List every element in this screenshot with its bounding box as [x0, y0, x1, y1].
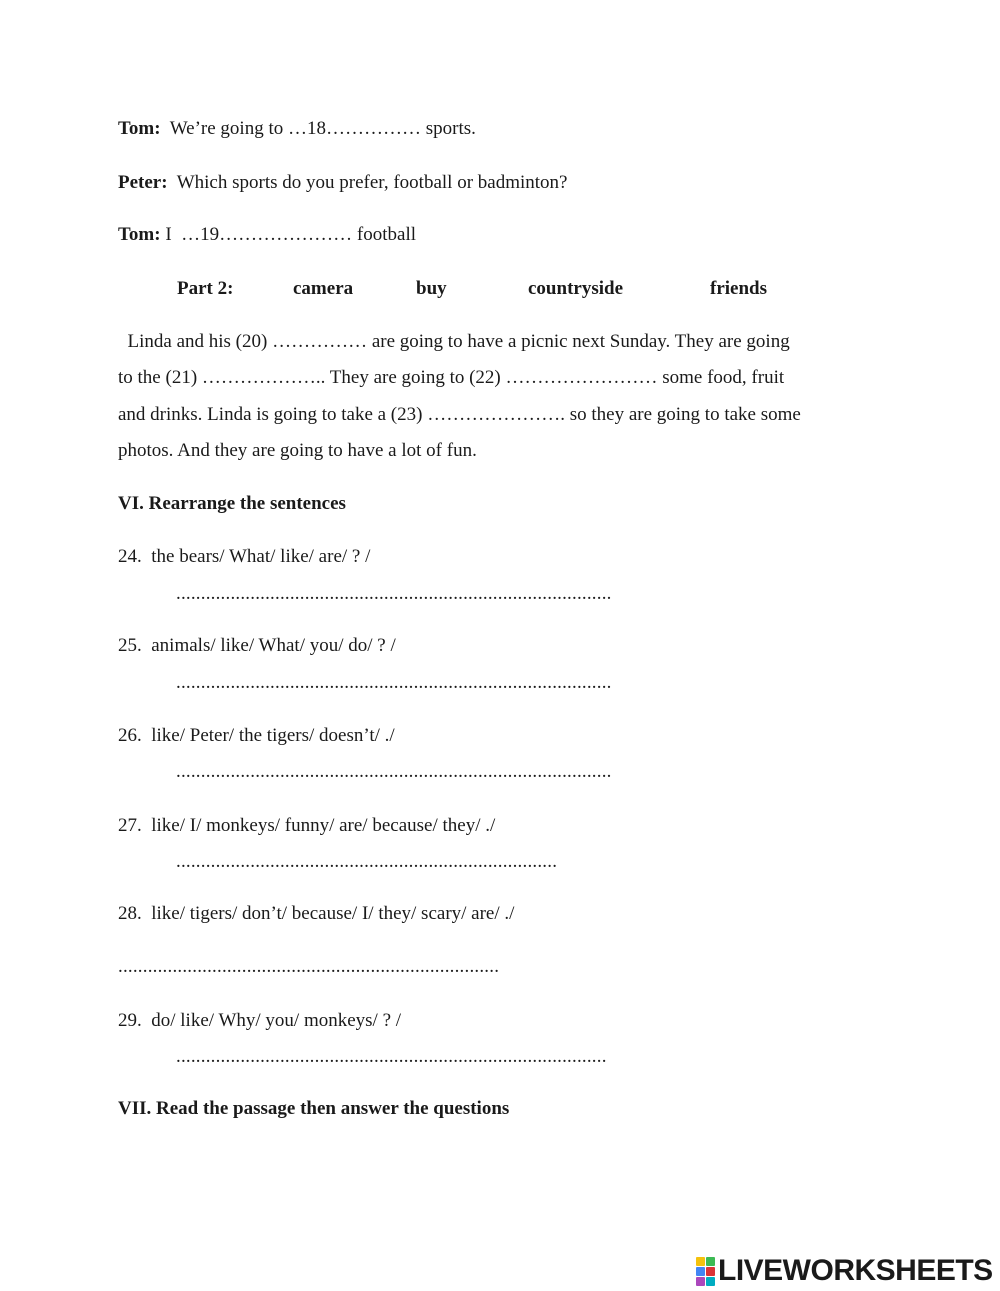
speaker-tom: Tom:: [118, 224, 161, 245]
logo-square: [706, 1277, 715, 1286]
question-27: 27. like/ I/ monkeys/ funny/ are/ because/ they/ ./: [118, 815, 496, 836]
word-bank-item: countryside: [528, 278, 623, 299]
passage-line: and drinks. Linda is going to take a (23) …………………. so they are going to take some: [118, 404, 801, 425]
liveworksheets-logo: [696, 1254, 993, 1288]
dialogue-line-1: [118, 118, 476, 140]
logo-text: LIVEWORKSHEETS: [718, 1254, 993, 1287]
part2-label: Part 2:: [177, 278, 234, 299]
dialogue-line-2: [118, 172, 567, 194]
logo-icon: [696, 1257, 715, 1286]
answer-line-28[interactable]: .............................................................................: [118, 956, 500, 977]
logo-square: [696, 1267, 705, 1276]
logo-square: [706, 1257, 715, 1266]
section-heading: VI. Rearrange the sentences: [118, 493, 346, 514]
question-24: 24. the bears/ What/ like/ are/ ? /: [118, 546, 371, 567]
question-28: 28. like/ tigers/ don’t/ because/ I/ they/ scary/ are/ ./: [118, 903, 515, 924]
answer-line-26[interactable]: ........................................................................................: [176, 761, 612, 782]
dialogue-text: Which sports do you prefer, football or badminton?: [167, 172, 568, 193]
dialogue-text: I …19………………… football: [160, 224, 417, 245]
dialogue-line-3: [118, 224, 416, 246]
dialogue-text: We’re going to …18…………… sports.: [160, 118, 476, 139]
speaker-tom: Tom:: [118, 118, 161, 139]
question-29: 29. do/ like/ Why/ you/ monkeys/ ? /: [118, 1010, 402, 1031]
passage-line: to the (21) ……………….. They are going to (22) …………………… some food, fruit: [118, 367, 785, 388]
question-26: 26. like/ Peter/ the tigers/ doesn’t/ ./: [118, 725, 395, 746]
passage-line: Linda and his (20) …………… are going to have a picnic next Sunday. They are going: [118, 331, 790, 352]
word-bank-item: camera: [293, 278, 354, 299]
answer-line-24[interactable]: ........................................................................................: [176, 583, 612, 604]
answer-line-27[interactable]: .............................................................................: [176, 851, 558, 872]
word-bank-item: buy: [416, 278, 447, 299]
speaker-peter: Peter:: [118, 172, 168, 193]
word-bank-item: friends: [710, 278, 767, 299]
logo-square: [696, 1257, 705, 1266]
question-25: 25. animals/ like/ What/ you/ do/ ? /: [118, 635, 396, 656]
passage-line: photos. And they are going to have a lot of fun.: [118, 440, 477, 461]
logo-square: [696, 1277, 705, 1286]
answer-line-29[interactable]: .......................................................................................: [176, 1046, 607, 1067]
answer-line-25[interactable]: ........................................................................................: [176, 672, 612, 693]
section-heading: VII. Read the passage then answer the questions: [118, 1098, 510, 1119]
logo-square: [706, 1267, 715, 1276]
